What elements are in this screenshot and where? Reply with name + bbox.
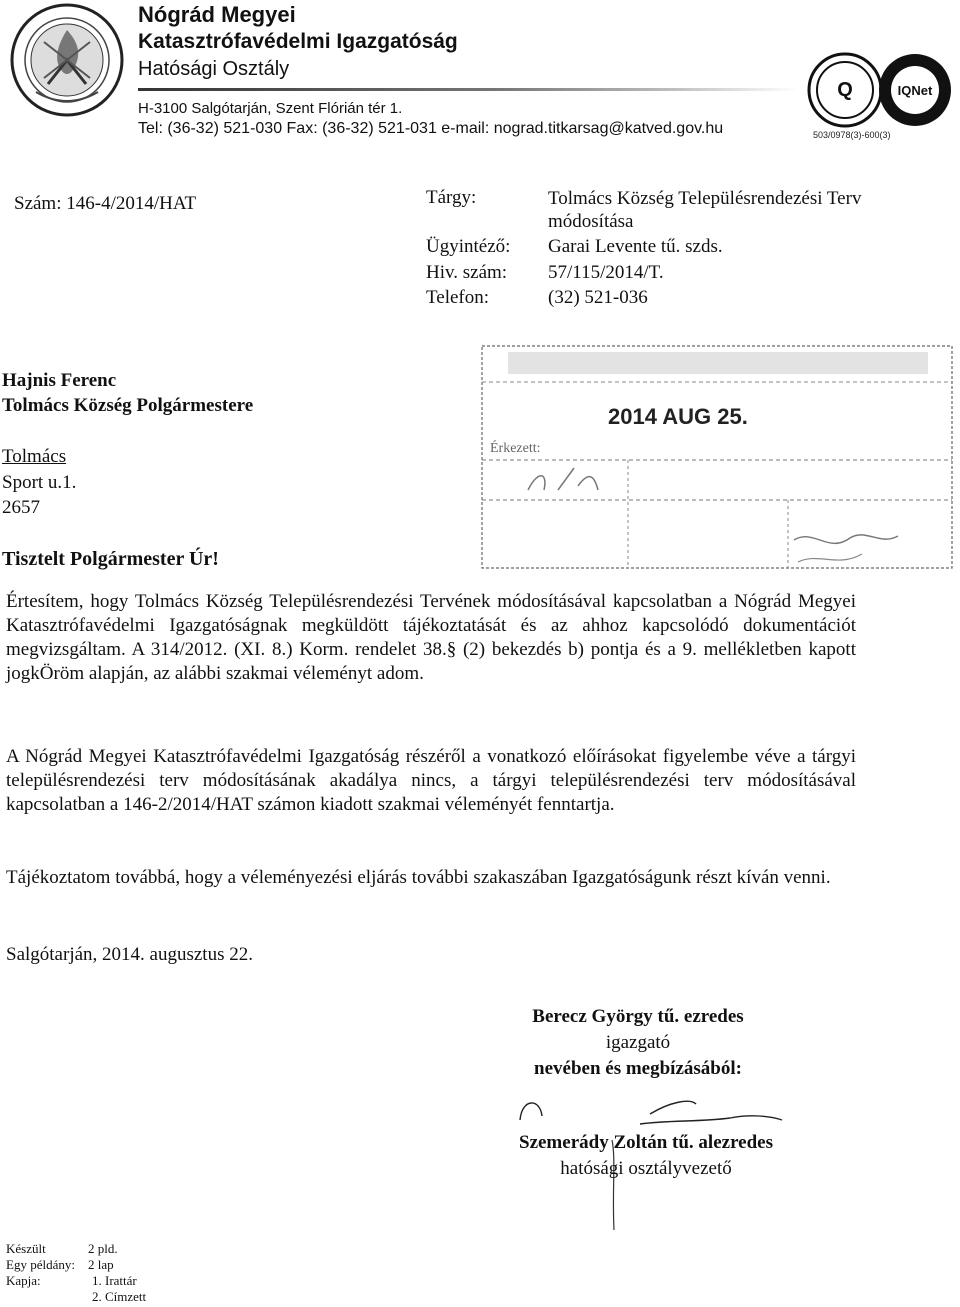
body-paragraph-2: A Nógrád Megyei Katasztrófavédelmi Igazgatóság részéről a vonatkozó előírásokat figyelembe véve a tárgyi településrendezési terv módosításának akadálya nincs, a tárgyi településrendezési terv módosításával kapcsolatban a 146-2/2014/HAT számon kiadott szakmai véleményét fenntartja. bbox=[6, 746, 856, 815]
stamp-date: 2014 AUG 25. bbox=[608, 404, 748, 429]
recipient-entry-2: 2. Címzett bbox=[92, 1289, 147, 1304]
phone-label: Telefon: bbox=[426, 287, 490, 308]
administrator-label: Ügyintéző: bbox=[426, 236, 511, 257]
recipient-zip: 2657 bbox=[2, 497, 40, 518]
recipient-entry-1: 1. Irattár bbox=[92, 1273, 137, 1288]
receipt-stamp bbox=[478, 340, 956, 574]
pages-per-copy-label: Egy példány: bbox=[6, 1257, 75, 1272]
body-paragraph-1: Értesítem, hogy Tolmács Község Településrendezési Tervének módosításával kapcsolatban a Nógrád Megyei Katasztrófavédelmi Igazgatóságnak megküldött tájékoztatását és az ahhoz kapcsolódó dokumentációt megvizsgáltam. A 314/2012. (XI. 8.) Korm. rendelet 38.§ (2) bekezdés b) pontja és a 9. mellékletben kapott jogkÖröm alapján, az alábbi szakmai véleményt adom. bbox=[6, 591, 856, 684]
certification-number: 503/0978(3)-600(3) bbox=[813, 130, 891, 140]
agency-emblem-logo bbox=[8, 2, 126, 118]
subject-value: Tolmács Község Településrendezési Terv módosítása bbox=[548, 188, 862, 232]
recipient-city: Tolmács bbox=[2, 446, 67, 467]
reference-hiv-label: Hiv. szám: bbox=[426, 262, 508, 283]
header-divider bbox=[138, 88, 798, 91]
svg-text:Q: Q bbox=[837, 79, 853, 101]
signatory-name-1: Berecz György tű. ezredes bbox=[532, 1006, 744, 1027]
organization-name-line1: Nógrád Megyei bbox=[138, 2, 296, 27]
recipients-label: Kapja: bbox=[6, 1273, 41, 1288]
recipient-title: Tolmács Község Polgármestere bbox=[2, 395, 254, 416]
recipient-name: Hajnis Ferenc bbox=[2, 370, 117, 391]
reference-number: Szám: 146-4/2014/HAT bbox=[14, 193, 197, 214]
stamp-received-label: Érkezett: bbox=[490, 441, 541, 456]
signatory-title-1: igazgató bbox=[605, 1032, 671, 1053]
date-line: Salgótarján, 2014. augusztus 22. bbox=[6, 944, 253, 965]
phone-value: (32) 521-036 bbox=[548, 287, 648, 308]
reference-hiv-value: 57/115/2014/T. bbox=[548, 262, 664, 283]
organization-address: H-3100 Salgótarján, Szent Flórián tér 1. bbox=[138, 100, 403, 117]
signatory-title-2: hatósági osztályvezető bbox=[560, 1158, 732, 1179]
copies-made-value: 2 pld. bbox=[88, 1241, 118, 1256]
subject-label: Tárgy: bbox=[426, 187, 477, 208]
iqnet-logo-text: IQNet bbox=[897, 83, 933, 98]
salutation: Tisztelt Polgármester Úr! bbox=[2, 548, 219, 570]
organization-name-line2: Katasztrófavédelmi Igazgatóság bbox=[138, 30, 458, 53]
administrator-value: Garai Levente tű. szds. bbox=[548, 236, 723, 257]
recipient-street: Sport u.1. bbox=[2, 472, 77, 493]
organization-department: Hatósági Osztály bbox=[138, 58, 290, 80]
signatory-name-2: Szemerády Zoltán tű. alezredes bbox=[519, 1132, 773, 1153]
pages-per-copy-value: 2 lap bbox=[88, 1257, 114, 1272]
organization-contact: Tel: (36-32) 521-030 Fax: (36-32) 521-031 e-mail: nograd.titkarsag@katved.gov.hu bbox=[138, 120, 724, 137]
copies-made-label: Készült bbox=[6, 1241, 46, 1256]
certification-logos bbox=[805, 50, 955, 130]
body-paragraph-3: Tájékoztatom továbbá, hogy a véleményezési eljárás további szakaszában Igazgatóságunk részt kíván venni. bbox=[6, 867, 831, 888]
on-behalf-line: nevében és megbízásából: bbox=[534, 1058, 742, 1079]
